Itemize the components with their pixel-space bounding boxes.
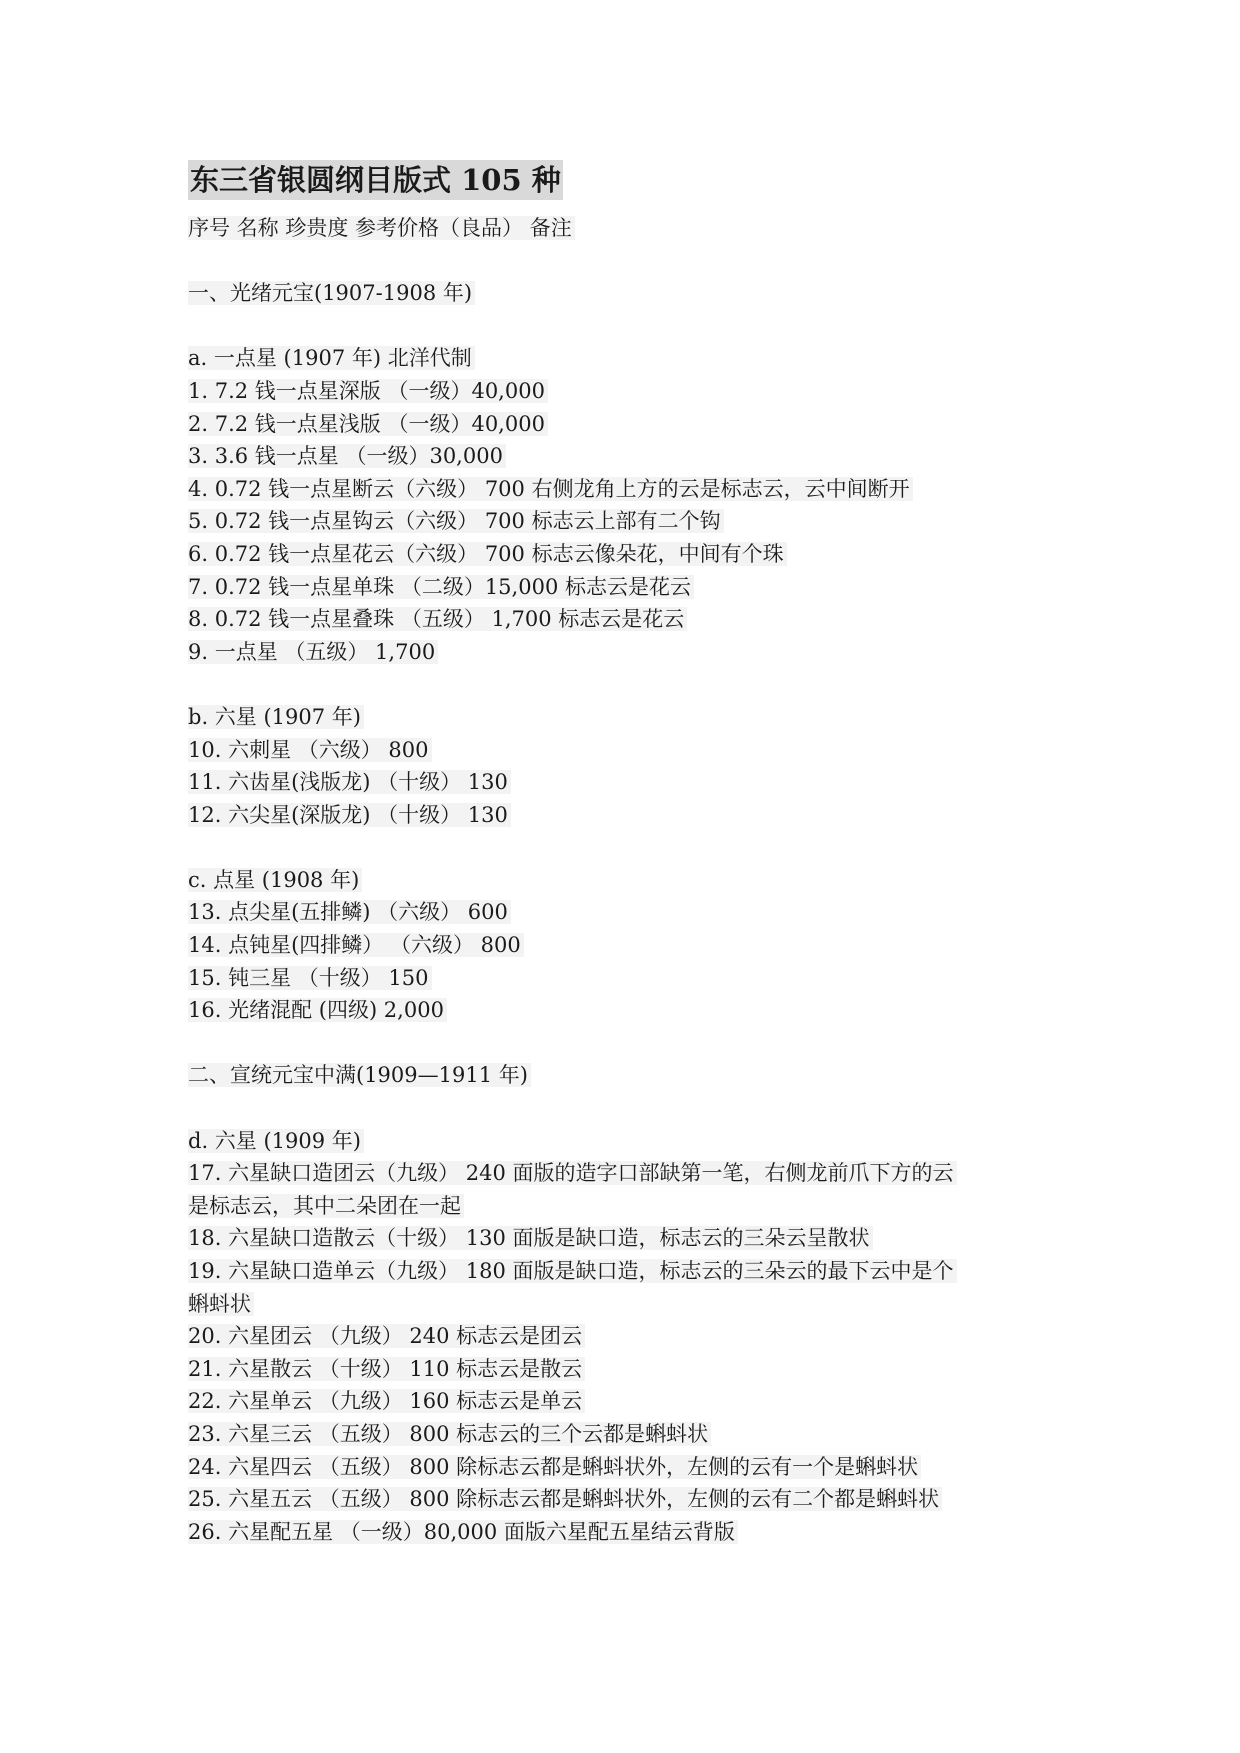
column-header <box>188 212 1068 245</box>
catalog-line-text: 4. 0.72 钱一点星断云（六级） 700 右侧龙角上方的云是标志云，云中间断开 <box>188 477 913 501</box>
catalog-line-text <box>188 314 191 338</box>
catalog-line-text: 10. 六刺星 （六级） 800 <box>188 738 432 762</box>
catalog-line-text: 20. 六星团云 （九级） 240 标志云是团云 <box>188 1324 585 1348</box>
catalog-line <box>188 864 1068 897</box>
catalog-line-text: d. 六星 (1909 年) <box>188 1129 364 1153</box>
catalog-line-text <box>188 1096 191 1120</box>
catalog-line-text: 19. 六星缺口造单云（九级） 180 面版是缺口造，标志云的三朵云的最下云中是个 <box>188 1259 957 1283</box>
catalog-line-text: 14. 点钝星(四排鳞） （六级） 800 <box>188 933 524 957</box>
catalog-line <box>188 310 1068 343</box>
catalog-line <box>188 1288 1068 1321</box>
catalog-line-text <box>188 672 191 696</box>
catalog-line-text: 26. 六星配五星 （一级）80,000 面版六星配五星结云背版 <box>188 1520 738 1544</box>
catalog-line <box>188 1190 1068 1223</box>
catalog-line-text: 一、光绪元宝(1907-1908 年) <box>188 281 475 305</box>
catalog-line <box>188 1451 1068 1484</box>
catalog-line-text <box>188 835 191 859</box>
catalog-line-text: 15. 钝三星 （十级） 150 <box>188 966 432 990</box>
catalog-line-text: 21. 六星散云 （十级） 110 标志云是散云 <box>188 1357 585 1381</box>
catalog-line <box>188 799 1068 832</box>
document-body <box>188 160 1068 1548</box>
catalog-line <box>188 1125 1068 1158</box>
catalog-line <box>188 896 1068 929</box>
catalog-line-text: 12. 六尖星(深版龙) （十级） 130 <box>188 803 511 827</box>
catalog-line-text: 6. 0.72 钱一点星花云（六级） 700 标志云像朵花，中间有个珠 <box>188 542 787 566</box>
catalog-line-text: 5. 0.72 钱一点星钩云（六级） 700 标志云上部有二个钩 <box>188 509 724 533</box>
catalog-line <box>188 440 1068 473</box>
catalog-line-text: c. 点星 (1908 年) <box>188 868 362 892</box>
catalog-line <box>188 408 1068 441</box>
catalog-line <box>188 538 1068 571</box>
catalog-line <box>188 1027 1068 1060</box>
catalog-line <box>188 1222 1068 1255</box>
catalog-line-text: 9. 一点星 （五级） 1,700 <box>188 640 438 664</box>
catalog-line <box>188 1059 1068 1092</box>
catalog-line-text: 22. 六星单云 （九级） 160 标志云是单云 <box>188 1389 585 1413</box>
catalog-line <box>188 603 1068 636</box>
catalog-line-text <box>188 1031 191 1055</box>
document-title: 东三省银圆纲目版式 105 种 <box>188 160 563 200</box>
catalog-line <box>188 1092 1068 1125</box>
catalog-line <box>188 668 1068 701</box>
catalog-line <box>188 571 1068 604</box>
catalog-line <box>188 245 1068 278</box>
catalog-line-text: b. 六星 (1907 年) <box>188 705 364 729</box>
catalog-line <box>188 1483 1068 1516</box>
catalog-line-text: 23. 六星三云 （五级） 800 标志云的三个云都是蝌蚪状 <box>188 1422 711 1446</box>
catalog-line-text: 18. 六星缺口造散云（十级） 130 面版是缺口造，标志云的三朵云呈散状 <box>188 1226 873 1250</box>
catalog-line-text: 17. 六星缺口造团云（九级） 240 面版的造字口部缺第一笔，右侧龙前爪下方的云 <box>188 1161 957 1185</box>
catalog-line-text: 25. 六星五云 （五级） 800 除标志云都是蝌蚪状外，左侧的云有二个都是蝌蚪状 <box>188 1487 942 1511</box>
catalog-line-text: 13. 点尖星(五排鳞) （六级） 600 <box>188 900 511 924</box>
catalog-line-text: 3. 3.6 钱一点星 （一级）30,000 <box>188 444 506 468</box>
catalog-line <box>188 1385 1068 1418</box>
catalog-line-text: 11. 六齿星(浅版龙) （十级） 130 <box>188 770 511 794</box>
catalog-line-text: 二、宣统元宝中满(1909—1911 年) <box>188 1063 531 1087</box>
catalog-lines <box>188 245 1068 1549</box>
catalog-line-text: 7. 0.72 钱一点星单珠 （二级）15,000 标志云是花云 <box>188 575 694 599</box>
catalog-line-text: a. 一点星 (1907 年) 北洋代制 <box>188 346 475 370</box>
catalog-line <box>188 1157 1068 1190</box>
catalog-line-text: 8. 0.72 钱一点星叠珠 （五级） 1,700 标志云是花云 <box>188 607 687 631</box>
catalog-line <box>188 505 1068 538</box>
catalog-line-text <box>188 249 191 273</box>
catalog-line-text: 是标志云，其中二朵团在一起 <box>188 1194 464 1218</box>
catalog-line <box>188 831 1068 864</box>
catalog-line <box>188 994 1068 1027</box>
catalog-line <box>188 766 1068 799</box>
catalog-line-text: 2. 7.2 钱一点星浅版 （一级）40,000 <box>188 412 548 436</box>
catalog-line <box>188 734 1068 767</box>
catalog-line-text: 16. 光绪混配 (四级) 2,000 <box>188 998 447 1022</box>
catalog-line <box>188 929 1068 962</box>
catalog-line <box>188 1516 1068 1549</box>
catalog-line-text: 24. 六星四云 （五级） 800 除标志云都是蝌蚪状外，左侧的云有一个是蝌蚪状 <box>188 1455 921 1479</box>
catalog-line <box>188 473 1068 506</box>
catalog-line <box>188 1320 1068 1353</box>
catalog-line <box>188 636 1068 669</box>
catalog-line <box>188 342 1068 375</box>
catalog-line-text: 1. 7.2 钱一点星深版 （一级）40,000 <box>188 379 548 403</box>
catalog-line <box>188 701 1068 734</box>
catalog-line <box>188 962 1068 995</box>
catalog-line <box>188 1418 1068 1451</box>
catalog-line <box>188 1255 1068 1288</box>
catalog-line <box>188 277 1068 310</box>
catalog-line-text: 蝌蚪状 <box>188 1292 254 1316</box>
catalog-line <box>188 1353 1068 1386</box>
column-header-text: 序号 名称 珍贵度 参考价格（良品） 备注 <box>188 216 575 240</box>
catalog-line <box>188 375 1068 408</box>
